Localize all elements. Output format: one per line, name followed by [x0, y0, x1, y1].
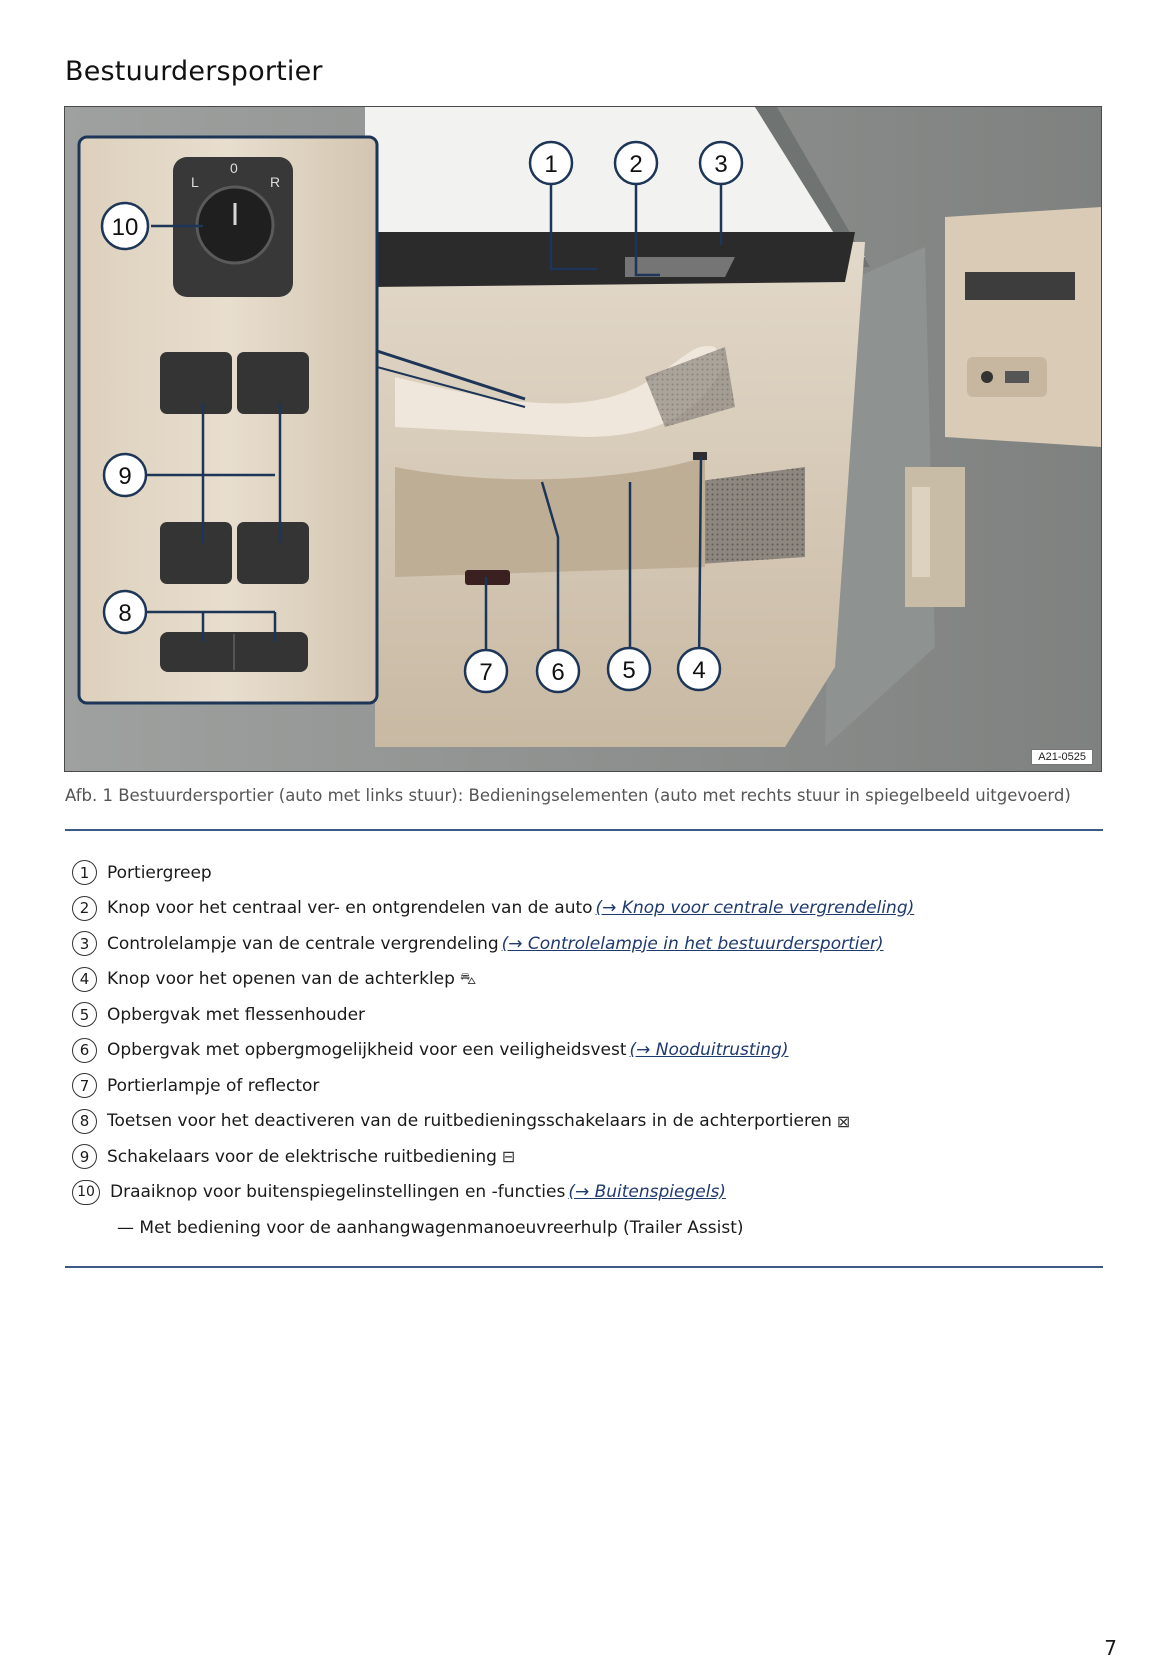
legend-item — [72, 1104, 1102, 1140]
svg-text:7: 7 — [479, 659, 493, 686]
legend-number: 1 — [72, 860, 97, 885]
window-switch-front-left — [160, 352, 232, 414]
door-illustration — [64, 106, 1102, 772]
svg-text:6: 6 — [551, 659, 565, 686]
window-switch-front-right — [237, 352, 309, 414]
legend-sub-item — [72, 1210, 1102, 1246]
legend-sub-text: — Met bediening voor de aanhangwagenmanoeuvreerhulp (Trailer Assist) — [117, 1217, 744, 1238]
tailgate-icon: ⛍ — [459, 968, 477, 988]
svg-text:1: 1 — [544, 151, 558, 178]
callout-10 — [102, 203, 148, 249]
legend-item — [72, 1139, 1102, 1175]
window-switch-rear-left — [160, 522, 232, 584]
callout-2 — [615, 142, 657, 184]
legend-text: Schakelaars voor de elektrische ruitbediening — [107, 1146, 497, 1167]
legend-item — [72, 926, 1102, 962]
svg-text:3: 3 — [714, 151, 728, 178]
knob-label-0: 0 — [230, 160, 238, 176]
callout-8 — [104, 591, 146, 633]
ref-link-exterior-mirrors[interactable]: (→ Buitenspiegels) — [568, 1182, 726, 1203]
legend-number: 8 — [72, 1109, 97, 1134]
svg-text:9: 9 — [118, 463, 132, 490]
legend-number: 2 — [72, 896, 97, 921]
figure-caption: Afb. 1 Bestuurdersportier (auto met links stuur): Bedieningselementen (auto met rechts stuur in spiegelbeeld uitgevoerd) — [65, 786, 1071, 805]
legend-text: Knop voor het centraal ver- en ontgrendelen van de auto — [107, 898, 593, 919]
legend-list — [72, 855, 1102, 1246]
svg-text:2: 2 — [629, 151, 643, 178]
legend-item — [72, 1068, 1102, 1104]
svg-text:5: 5 — [622, 657, 636, 684]
legend-number: 7 — [72, 1073, 97, 1098]
legend-item — [72, 1033, 1102, 1069]
svg-text:4: 4 — [692, 657, 706, 684]
divider-bottom — [65, 1266, 1103, 1268]
page-title: Bestuurdersportier — [65, 56, 323, 87]
ref-link-central-lock-button[interactable]: (→ Knop voor centrale vergrendeling) — [595, 898, 915, 919]
divider-top — [65, 829, 1103, 831]
ref-link-lock-indicator[interactable]: (→ Controlelampje in het bestuurdersportier) — [501, 933, 884, 954]
legend-text: Controlelampje van de centrale vergrendeling — [107, 933, 499, 954]
callout-9 — [104, 454, 146, 496]
window-switch-rear-right — [237, 522, 309, 584]
knob-label-l: L — [191, 174, 199, 190]
window-lock-icon: ⊠ — [836, 1111, 851, 1131]
legend-text: Portierlampje of reflector — [107, 1075, 320, 1096]
legend-number: 4 — [72, 967, 97, 992]
svg-text:10: 10 — [111, 214, 139, 241]
callout-6 — [537, 650, 579, 692]
callout-5 — [608, 648, 650, 690]
legend-number: 3 — [72, 931, 97, 956]
callout-4 — [678, 648, 720, 690]
figure-code: A21-0525 — [1031, 749, 1093, 765]
legend-text: Toetsen voor het deactiveren van de ruitbedieningsschakelaars in de achterportieren — [107, 1111, 832, 1132]
legend-item — [72, 1175, 1102, 1211]
ref-link-emergency-equipment[interactable]: (→ Nooduitrusting) — [629, 1040, 789, 1061]
window-switch-icon: ⊟ — [501, 1147, 516, 1167]
legend-item — [72, 997, 1102, 1033]
legend-text: Portiergreep — [107, 862, 212, 883]
door-reflector — [465, 570, 510, 585]
page-number: 7 — [1104, 1636, 1117, 1660]
legend-text: Knop voor het openen van de achterklep — [107, 969, 455, 990]
svg-text:8: 8 — [118, 600, 132, 627]
callout-3 — [700, 142, 742, 184]
legend-text: Draaiknop voor buitenspiegelinstellingen en -functies — [110, 1182, 566, 1203]
legend-number: 9 — [72, 1144, 97, 1169]
legend-number: 6 — [72, 1038, 97, 1063]
legend-text: Opbergvak met flessenhouder — [107, 1004, 366, 1025]
legend-item — [72, 855, 1102, 891]
callout-1 — [530, 142, 572, 184]
legend-item — [72, 891, 1102, 927]
knob-label-r: R — [270, 174, 281, 190]
legend-text: Opbergvak met opbergmogelijkheid voor een veiligheidsvest — [107, 1040, 627, 1061]
callout-7 — [465, 650, 507, 692]
legend-number: 10 — [72, 1180, 100, 1205]
legend-number: 5 — [72, 1002, 97, 1027]
legend-item — [72, 962, 1102, 998]
